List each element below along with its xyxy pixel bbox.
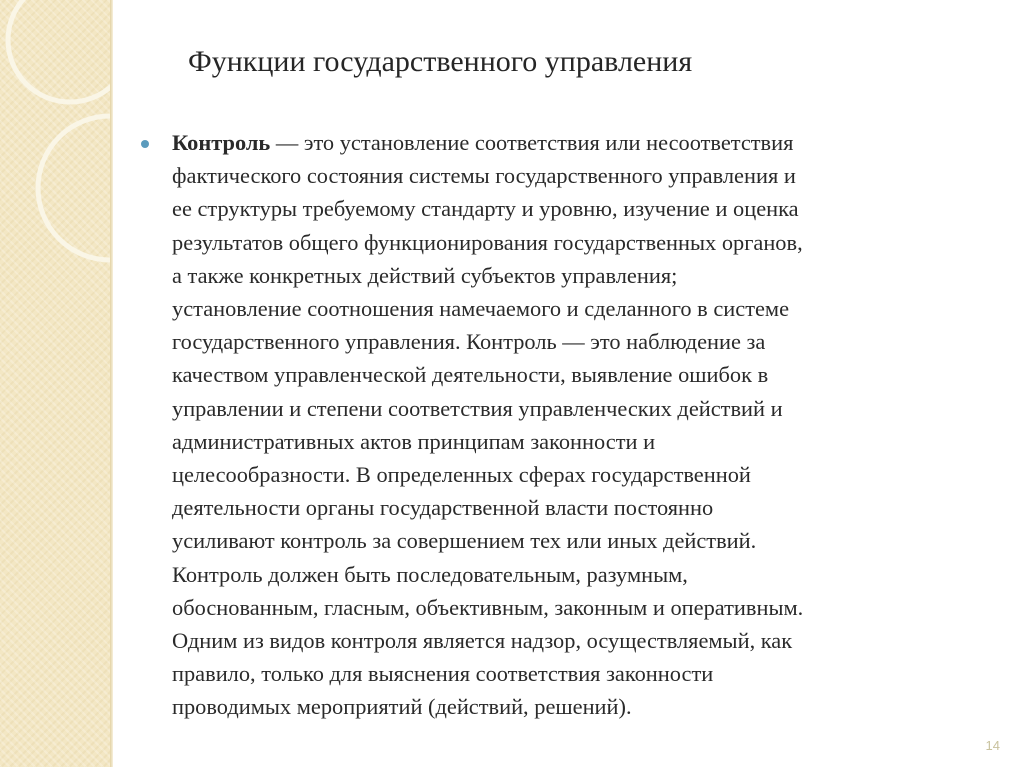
body-line: усиливают контроль за совершением тех или иных действий. — [172, 528, 757, 554]
decorative-rings — [0, 0, 113, 767]
body-line: обоснованным, гласным, объективным, законным и оперативным. — [172, 594, 804, 620]
body-line: государственного управления. Контроль — это наблюдение за — [172, 329, 766, 355]
body-line: результатов общего функционирования государственных органов, — [172, 229, 803, 255]
body-line: проводимых мероприятий (действий, решений). — [172, 694, 632, 720]
slide-title: Функции государственного управления — [188, 45, 693, 78]
body-line: деятельности органы государственной власти постоянно — [172, 495, 714, 521]
body-line: административных актов принципам законности и — [172, 428, 656, 454]
body-line-rest: — это установление соответствия или несоответствия — [270, 130, 794, 155]
body-line: а также конкретных действий субъектов управления; — [172, 262, 678, 288]
ring-middle — [38, 116, 113, 260]
body-line: качеством управленческой деятельности, выявление ошибок в — [172, 362, 769, 388]
body-line: Одним из видов контроля является надзор, осуществляемый, как — [172, 628, 793, 654]
ring-top — [8, 0, 113, 102]
body-line: ее структуры требуемому стандарту и уровню, изучение и оценка — [172, 196, 799, 222]
body-line: установление соотношения намечаемого и сделанного в системе — [172, 296, 790, 322]
body-line — [172, 126, 972, 159]
body-line: управлении и степени соответствия управленческих действий и — [172, 395, 783, 421]
body-line: правило, только для выяснения соответствия законности — [172, 661, 714, 687]
panel-edge — [110, 0, 113, 767]
body-line: целесообразности. В определенных сферах государственной — [172, 462, 751, 488]
term-control: Контроль — [172, 130, 271, 155]
bullet-dot — [141, 140, 149, 148]
page-number: 14 — [985, 738, 1000, 753]
body-line: Контроль должен быть последовательным, разумным, — [172, 561, 688, 587]
decorative-side-panel — [0, 0, 113, 767]
body-line: фактического состояния системы государственного управления и — [172, 163, 796, 189]
slide-body — [172, 126, 972, 724]
